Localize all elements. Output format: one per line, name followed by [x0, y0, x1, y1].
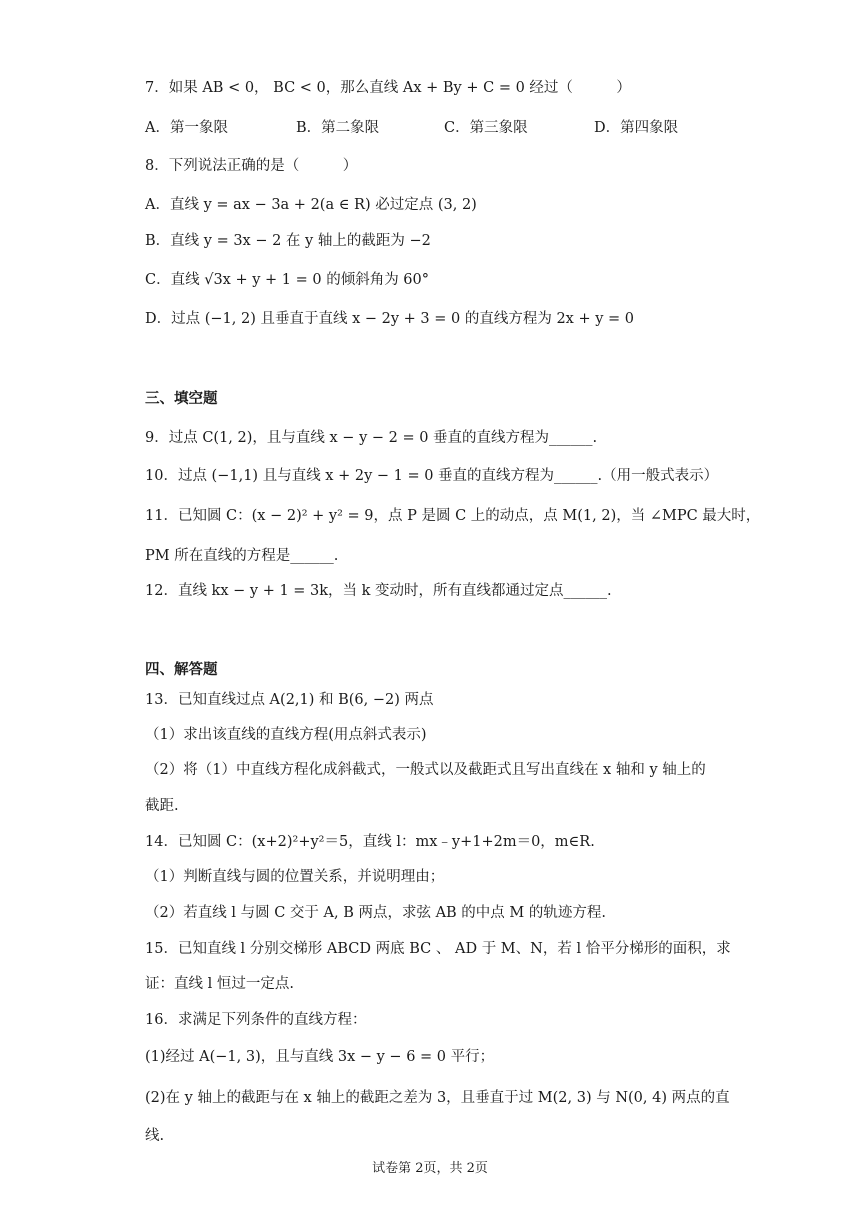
q7-option-a: A．第一象限: [145, 120, 228, 136]
q11-line2: PM 所在直线的方程是______.: [145, 548, 339, 564]
q14-part1: （1）判断直线与圆的位置关系，并说明理由；: [145, 869, 445, 885]
q13-part2-line2: 截距.: [145, 798, 179, 814]
q7-stem: 7．如果 AB < 0， BC < 0，那么直线 Ax + By + C = 0 经过（ ）: [145, 80, 631, 96]
q10: 10．过点 (−1,1) 且与直线 x + 2y − 1 = 0 垂直的直线方程为______.（用一般式表示）: [145, 468, 719, 484]
q7-option-b: B．第二象限: [296, 120, 380, 136]
q15-line1: 15．已知直线 l 分别交梯形 ABCD 两底 BC 、 AD 于 M、N，若 l 恰平分梯形的面积，求: [145, 941, 731, 957]
q8-stem: 8．下列说法正确的是（ ）: [145, 158, 358, 174]
q8-option-c: C．直线 √3x + y + 1 = 0 的倾斜角为 60°: [145, 272, 430, 288]
q11-line1: 11．已知圆 C：(x − 2)² + y² = 9，点 P 是圆 C 上的动点，点 M(1, 2)，当 ∠MPC 最大时，: [145, 508, 761, 524]
q13-stem: 13．已知直线过点 A(2,1) 和 B(6, −2) 两点: [145, 692, 434, 708]
section-answer-title: 四、解答题: [145, 662, 218, 678]
q14-part2: （2）若直线 l 与圆 C 交于 A, B 两点，求弦 AB 的中点 M 的轨迹方程.: [145, 905, 606, 921]
q16-part1: (1)经过 A(−1, 3)，且与直线 3x − y − 6 = 0 平行；: [145, 1049, 495, 1065]
q16-part2-line2: 线.: [145, 1128, 165, 1144]
page-footer: 试卷第 2页，共 2页: [372, 1161, 488, 1176]
section-fill-in-title: 三、填空题: [145, 391, 218, 407]
q8-option-d: D．过点 (−1, 2) 且垂直于直线 x − 2y + 3 = 0 的直线方程为 2x + y = 0: [145, 311, 635, 327]
q15-line2: 证：直线 l 恒过一定点.: [145, 976, 294, 992]
q9: 9．过点 C(1, 2)，且与直线 x − y − 2 = 0 垂直的直线方程为______.: [145, 430, 598, 446]
q12: 12．直线 kx − y + 1 = 3k，当 k 变动时，所有直线都通过定点______.: [145, 583, 612, 599]
q8-option-b: B．直线 y = 3x − 2 在 y 轴上的截距为 −2: [145, 233, 431, 249]
q7-option-d: D．第四象限: [594, 120, 679, 136]
q13-part1: （1）求出该直线的直线方程(用点斜式表示): [145, 727, 427, 743]
q14-stem: 14．已知圆 C：(x+2)²+y²＝5，直线 l：mx﹣y+1+2m＝0，m∈R.: [145, 834, 595, 850]
q13-part2-line1: （2）将（1）中直线方程化成斜截式，一般式以及截距式且写出直线在 x 轴和 y 轴上的: [145, 762, 706, 778]
q7-option-c: C．第三象限: [444, 120, 528, 136]
q8-option-a: A．直线 y = ax − 3a + 2(a ∈ R) 必过定点 (3, 2): [145, 197, 477, 213]
q16-stem: 16．求满足下列条件的直线方程：: [145, 1012, 367, 1028]
q16-part2-line1: (2)在 y 轴上的截距与在 x 轴上的截距之差为 3，且垂直于过 M(2, 3) 与 N(0, 4) 两点的直: [145, 1090, 730, 1106]
